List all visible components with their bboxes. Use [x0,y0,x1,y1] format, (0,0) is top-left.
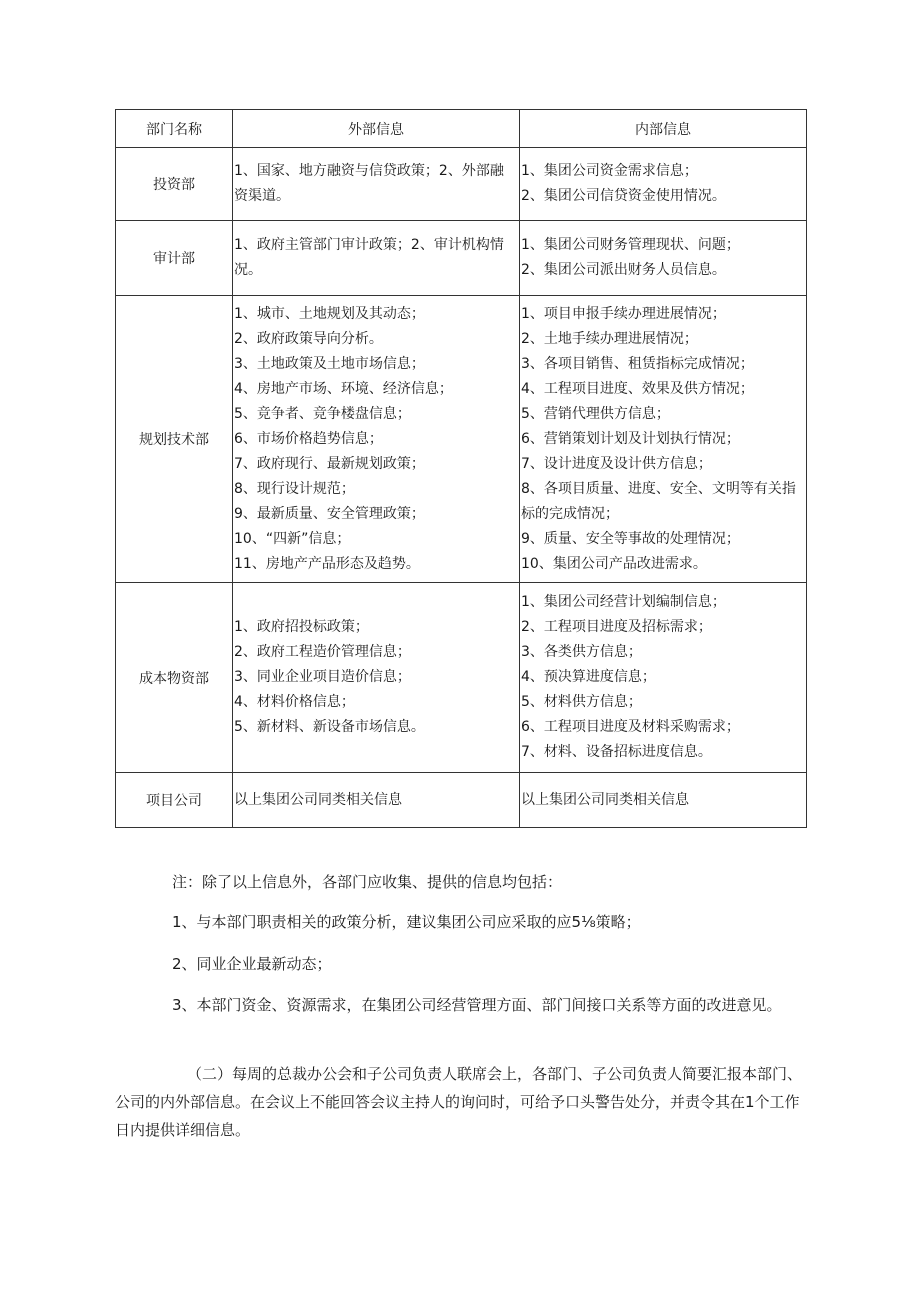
internal-info-cell [520,221,807,296]
internal-info-cell [520,148,807,221]
external-info-line: 1、政府招投标政策； [234,619,369,635]
external-info-line: 1、城市、土地规划及其动态； [234,305,425,322]
internal-info-line: 10、集团公司产品改进需求。 [521,555,707,572]
internal-info-line: 7、设计进度及设计供方信息； [521,455,712,472]
internal-info-line: 5、营销代理供方信息； [521,405,670,422]
external-info-line: 3、同业企业项目造价信息； [234,669,411,685]
department-name: 成本物资部 [116,583,233,773]
internal-info-line: 2、集团公司派出财务人员信息。 [521,262,726,278]
header-department: 部门名称 [116,110,233,148]
external-info-line: 2、政府工程造价管理信息； [234,644,411,660]
internal-info-line: 4、工程项目进度、效果及供方情况； [521,380,754,397]
external-info-line: 10、“四新”信息； [234,530,351,547]
external-info-line: 6、市场价格趋势信息； [234,430,383,447]
internal-info-line: 6、工程项目进度及材料采购需求； [521,719,740,735]
department-name: 项目公司 [116,773,233,828]
external-info-line: 以上集团公司同类相关信息 [234,791,402,808]
internal-info-line: 2、工程项目进度及招标需求； [521,619,712,635]
internal-info-cell [520,583,807,773]
table-row [116,221,807,296]
internal-info-line: 以上集团公司同类相关信息 [521,791,689,808]
internal-info-line: 1、集团公司经营计划编制信息； [521,594,726,610]
internal-info-line: 2、土地手续办理进展情况； [521,330,698,347]
notes-item-2: 2、同业企业最新动态； [172,955,332,973]
external-info-cell [233,296,520,583]
external-info-line: 3、土地政策及土地市场信息； [234,355,425,372]
external-info-cell [233,583,520,773]
department-info-table [115,109,807,828]
external-info-line: 9、最新质量、安全管理政策； [234,505,425,522]
internal-info-line: 1、集团公司资金需求信息； [521,163,698,179]
internal-info-line: 1、集团公司财务管理现状、问题； [521,237,740,253]
notes-item-3: 3、本部门资金、资源需求，在集团公司经营管理方面、部门间接口关系等方面的改进意见。 [172,996,782,1014]
table-header-row [116,110,807,148]
notes-item-1: 1、与本部门职责相关的政策分析，建议集团公司应采取的应5⅛策略； [172,913,641,931]
external-info-cell [233,221,520,296]
internal-info-line: 3、各项目销售、租赁指标完成情况； [521,355,754,372]
external-info-cell [233,773,520,828]
external-info-line: 4、房地产市场、环境、经济信息； [234,380,453,397]
external-info-line: 5、竞争者、竞争楼盘信息； [234,405,411,422]
internal-info-line: 5、材料供方信息； [521,694,642,710]
external-info-line: 1、政府主管部门审计政策；2、审计机构情况。 [234,237,504,278]
external-info-line: 4、材料价格信息； [234,694,355,710]
table-row [116,148,807,221]
notes-intro: 注：除了以上信息外，各部门应收集、提供的信息均包括： [172,873,563,891]
external-info-line: 2、政府政策导向分析。 [234,330,383,347]
internal-info-line: 6、营销策划计划及计划执行情况； [521,430,740,447]
internal-info-line: 4、预决算进度信息； [521,669,656,685]
internal-info-line: 3、各类供方信息； [521,644,642,660]
table-row [116,773,807,828]
header-external: 外部信息 [233,110,520,148]
external-info-line: 5、新材料、新设备市场信息。 [234,719,425,735]
external-info-line: 7、政府现行、最新规划政策； [234,455,425,472]
external-info-cell [233,148,520,221]
internal-info-cell [520,773,807,828]
internal-info-cell [520,296,807,583]
department-name: 投资部 [116,148,233,221]
internal-info-line: 7、材料、设备招标进度信息。 [521,744,712,760]
external-info-line: 8、现行设计规范； [234,480,355,497]
header-internal: 内部信息 [520,110,807,148]
internal-info-line: 8、各项目质量、进度、安全、文明等有关指标的完成情况； [521,480,796,522]
internal-info-line: 1、项目申报手续办理进展情况； [521,305,726,322]
table-row [116,296,807,583]
internal-info-line: 9、质量、安全等事故的处理情况； [521,530,740,547]
department-name: 规划技术部 [116,296,233,583]
department-name: 审计部 [116,221,233,296]
table-row [116,583,807,773]
external-info-line: 11、房地产产品形态及趋势。 [234,555,420,572]
external-info-line: 1、国家、地方融资与信贷政策；2、外部融资渠道。 [234,163,504,204]
paragraph-two: （二）每周的总裁办公会和子公司负责人联席会上，各部门、子公司负责人简要汇报本部门、公司的内外部信息。在会议上不能回答会议主持人的询问时，可给予口头警告处分，并责令其在1个工作日内提供详细信息。 [115,1065,803,1139]
internal-info-line: 2、集团公司信贷资金使用情况。 [521,188,726,204]
